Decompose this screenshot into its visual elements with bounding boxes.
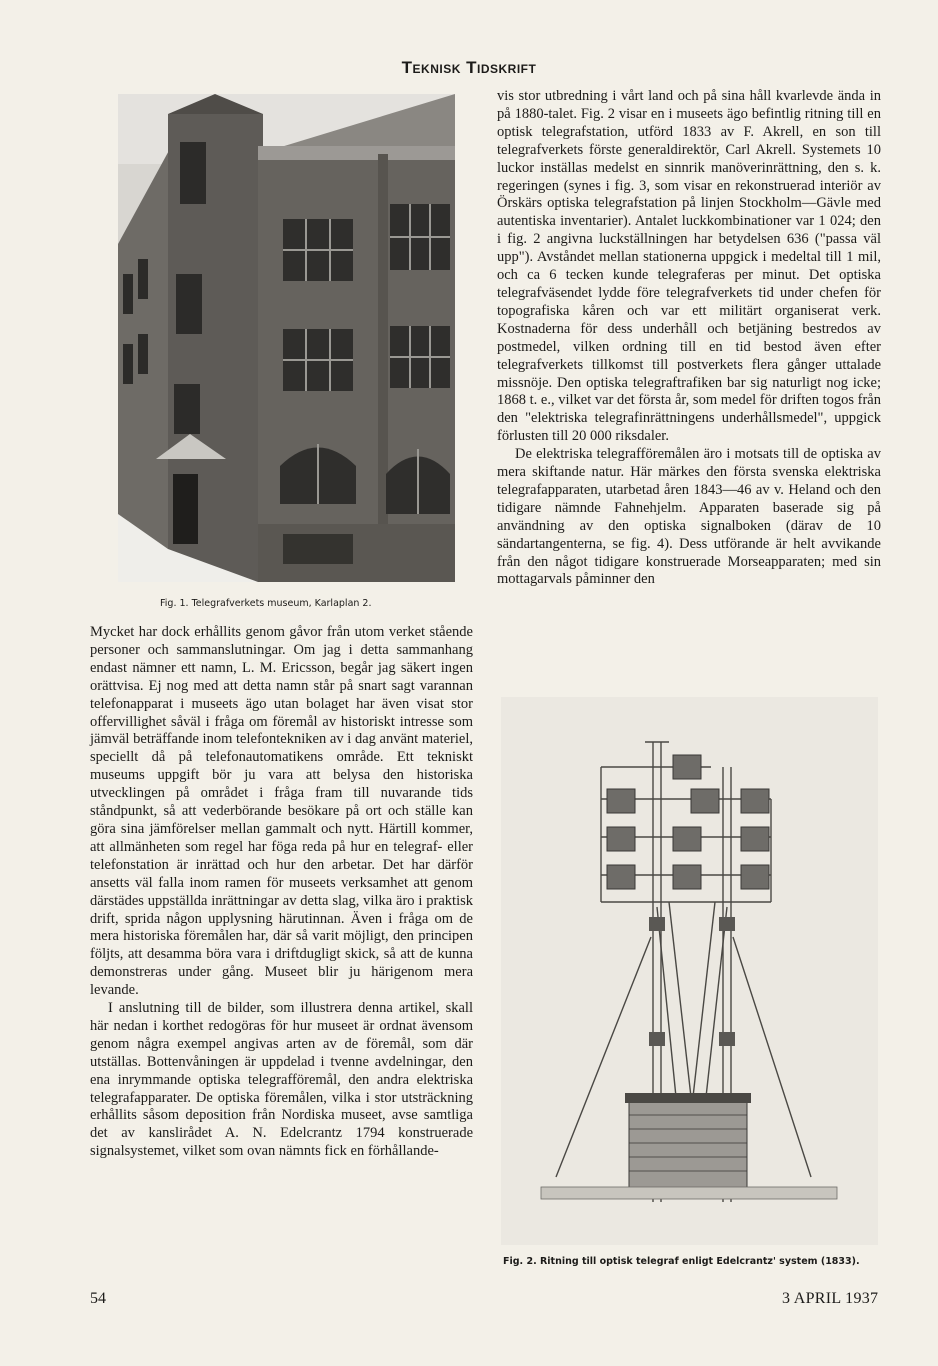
journal-title: Teknisk Tidskrift (401, 58, 537, 77)
left-paragraph-1: Mycket har dock erhållits genom gåvor från utom verket stående personer och sammanslutningar. Om jag i detta sammanhang endast nämner ett namn, L. M. Ericsson, begår jag säkert ingen orättvisa. Ej nog med att detta namn står på snart sagt varannan telefonapparat i museets ägo utan bolaget har även visat stor offervillighet såväl i fråga om föremål av historiskt intresse som jämväl beträffande inom telefontekniken av i dag använt materiel, speciellt då på telefonautomatikens område. Ett tekniskt museums uppgift bör ju vara att belysa den historiska utvecklingen på området i fråga fram till nuvarande tids ståndpunkt, så att vederbörande besökare på ort och ställe kan göra sina jämförelser mellan gammalt och nytt. Härtill kommer, att allmänheten som regel har föga reda på hur en telegraf- eller telefonstation är inrättad och hur den arbetar. Det har därför ansetts väl falla inom ramen för museets verksamhet att genom därstädes uppställda inrättningar av detta slag, vilka äro i praktisk drift, sprida någon upplysning härutinnan. Även i fråga om de mera historiska föremålen har, där så varit möjligt, den principen följts, att desamma böra vara i driftdugligt skick, så att de kunna demonstreras under gång. Museet blir ju härigenom mera levande. (90, 624, 473, 999)
figure-1-museum-photo (118, 94, 455, 582)
optical-telegraph-illustration (501, 697, 878, 1245)
figure-1-caption: Fig. 1. Telegrafverkets museum, Karlaplan 2. (160, 598, 372, 609)
right-paragraph-2: De elektriska telegrafföremålen äro i motsats till de optiska av mera skiftande natur. Här märkes den första svenska elektriska telegrafapparaten, utarbetad åren 1843—46 av v. Heland och den tidigare nämnde Fahnehjelm. Apparaten baserade sig på användning av den optiska signalboken (därav de 10 sändartangenterna, se fig. 4). Dess utförande är helt avvikande från den något tidigare konstruerade Morseapparaten; med sin mottagarvals påminner den (497, 446, 881, 588)
left-text-column (90, 624, 473, 1161)
left-paragraph-2: I anslutning till de bilder, som illustrera denna artikel, skall här nedan i korthet redogöras för hur museet är ordnat ävensom genom några exempel angivas arten av de föremål, som där utställas. Bottenvåningen är uppdelad i tvenne avdelningar, den ena inrymmande optiska telegrafföremål, den andra elektriska telegrafapparater. De optiska föremålen, vilka i stor utsträckning erhållits såsom deposition från Nordiska museet, avse samtliga det av kanslirådet A. N. Edelcrantz 1794 konstruerade signalsystemet, vilket som ovan nämnts fick en förhållande- (90, 1000, 473, 1160)
issue-date: 3 APRIL 1937 (782, 1290, 879, 1307)
museum-building-illustration (118, 94, 455, 582)
right-paragraph-1: vis stor utbredning i vårt land och på sina håll kvarlevde ända in på 1880-talet. Fig. 2 visar en i museets ägo befintlig ritning till en optisk telegrafstation, utförd 1833 av F. Akrell, en son till telegrafverkets förste generaldirektör, Carl Akrell. Systemets 10 luckor inställas medelst en sinnrik manöverinrättning, den s. k. regeringen (synes i fig. 3, som visar en rekonstruerad interiör av Örskärs optiska telegrafstation på linjen Stockholm—Gävle med autentiska inventarier). Antalet luckkombinationer var 1 024; den i fig. 2 angivna luckställningen har betydelsen 636 ("passa väl upp"). Avståndet mellan stationerna uppgick i medeltal till 1 mil, och ca 6 tecken kunde telegraferas per minut. Det optiska telegrafväsendet lydde före telegrafverkets tid under chefen för topografiska kåren och var ett militärt organiserat verk. Kostnaderna för dess underhåll och betjäning bestredos av postmedel, vilken ordning till en tid bestod även efter telegrafverkets tillkomst till postverkets flera gånger uttalade missnöje. Den optiska telegraftrafiken bar sig naturligt nog icke; 1868 t. e., vilket var det första år, som medel för driften togos från den "elektriska telegrafinrättningens underhållsmedel", uppgick förlusten till 20 000 riksdaler. (497, 88, 881, 445)
figure-2-telegraph-drawing (501, 697, 878, 1245)
right-text-column (497, 88, 881, 589)
page-number: 54 (90, 1290, 106, 1307)
figure-2-caption: Fig. 2. Ritning till optisk telegraf enligt Edelcrantz' system (1833). (503, 1256, 860, 1267)
